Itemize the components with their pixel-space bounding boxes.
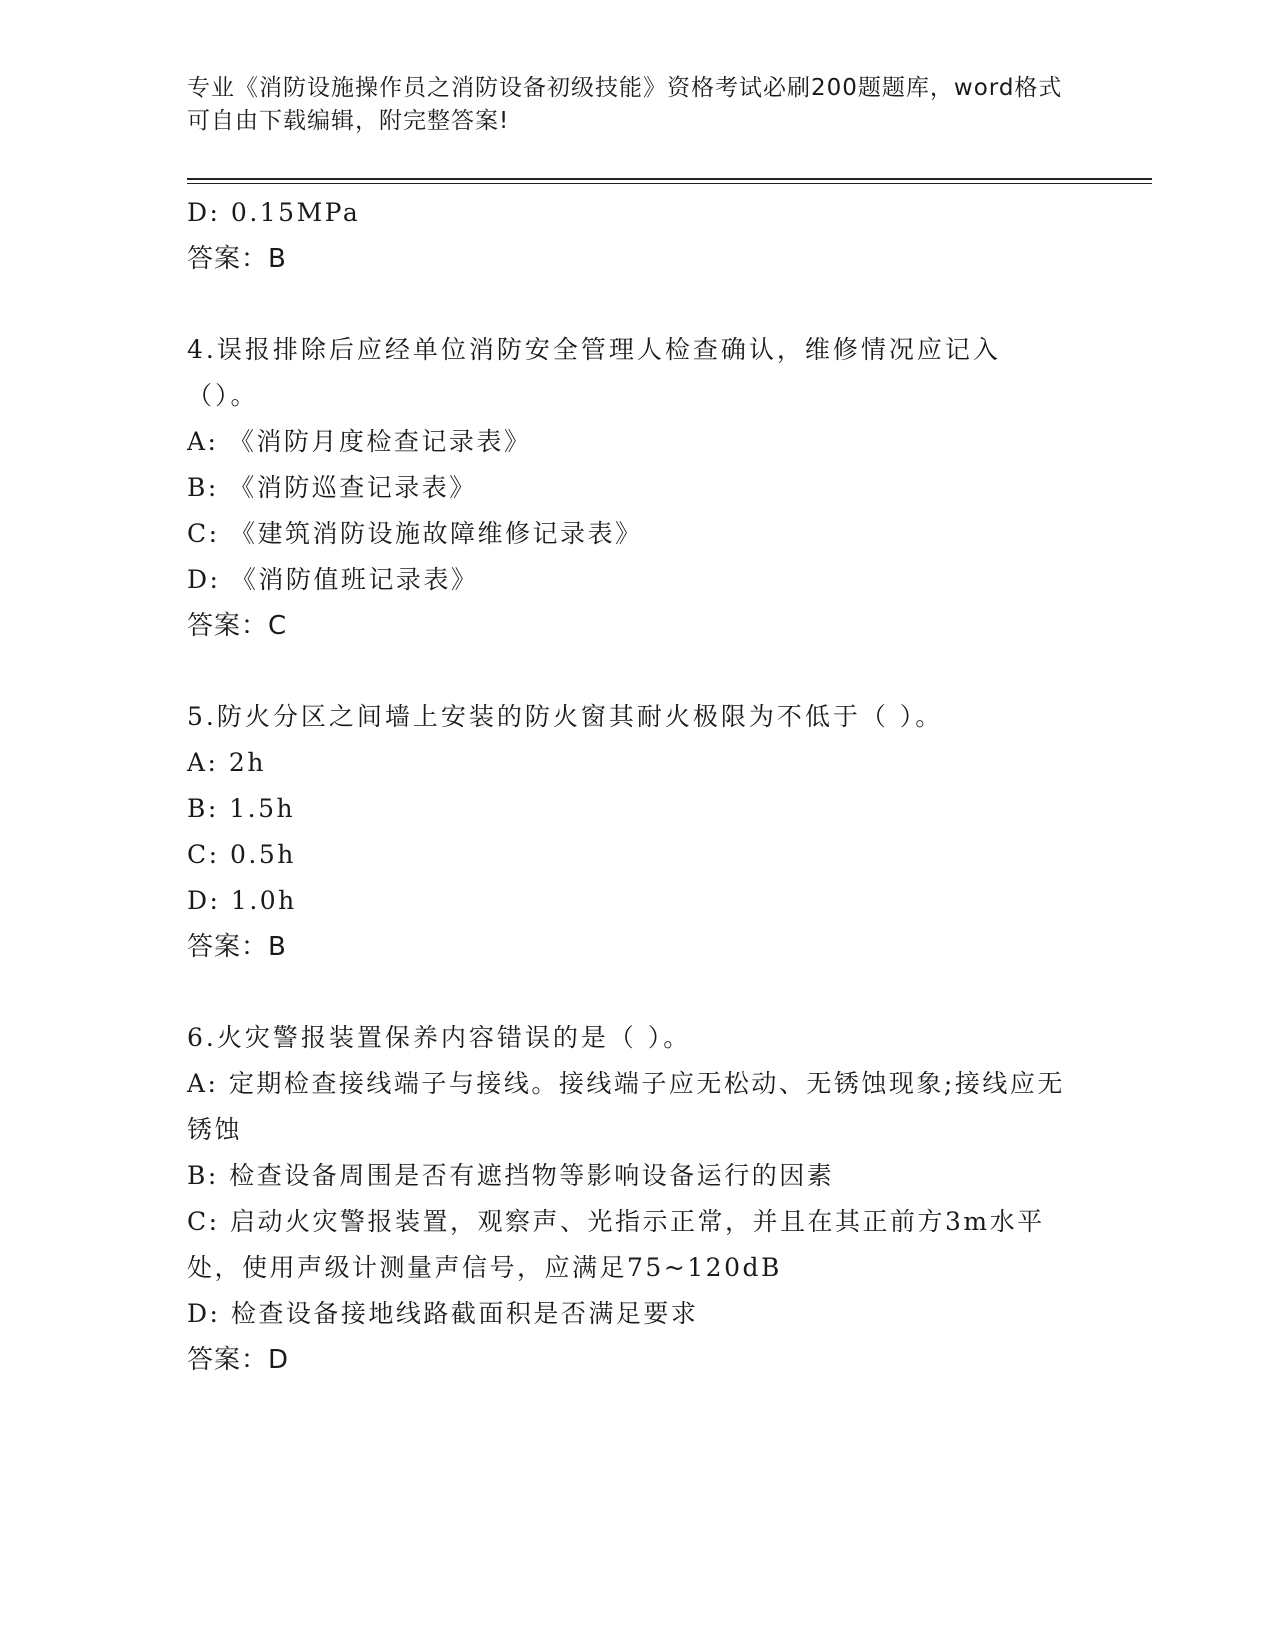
option-a: A: 《消防月度检查记录表》 xyxy=(187,427,532,456)
option-a: A: 2h xyxy=(187,748,266,777)
header-divider-thin xyxy=(187,183,1152,184)
option-c: C: 《建筑消防设施故障维修记录表》 xyxy=(187,519,643,548)
answer: 答案：B xyxy=(187,932,287,962)
option-b: B: 《消防巡查记录表》 xyxy=(187,473,477,502)
question-6 xyxy=(187,1015,1067,1383)
option-b: B: 检查设备周围是否有遮挡物等影响设备运行的因素 xyxy=(187,1161,835,1190)
question-4 xyxy=(187,327,1067,649)
document-header: 专业《消防设施操作员之消防设备初级技能》资格考试必刷200题题库，word格式可自由下载编辑，附完整答案! xyxy=(187,75,1063,134)
prev-option-d: D: 0.15MPa xyxy=(187,198,361,227)
option-b: B: 1.5h xyxy=(187,794,296,823)
option-d: D: 检查设备接地线路截面积是否满足要求 xyxy=(187,1299,699,1328)
question-title: 6.火灾警报装置保养内容错误的是（ ）。 xyxy=(187,1023,692,1052)
option-c: C: 启动火灾警报装置，观察声、光指示正常，并且在其正前方3m水平处，使用声级计测量声信号，应满足75~120dB xyxy=(187,1207,1045,1282)
question-title: 5.防火分区之间墙上安装的防火窗其耐火极限为不低于（ ）。 xyxy=(187,702,944,731)
header-divider-thick xyxy=(187,178,1152,180)
question-5 xyxy=(187,694,1067,970)
answer: 答案：D xyxy=(187,1345,290,1375)
question-title: 4.误报排除后应经单位消防安全管理人检查确认，维修情况应记入（）。 xyxy=(187,335,1001,410)
option-d: D: 1.0h xyxy=(187,886,297,915)
answer: 答案：C xyxy=(187,611,288,641)
document-body xyxy=(187,190,1067,1383)
option-d: D: 《消防值班记录表》 xyxy=(187,565,479,594)
prev-answer: 答案：B xyxy=(187,244,287,274)
option-c: C: 0.5h xyxy=(187,840,296,869)
option-a: A: 定期检查接线端子与接线。接线端子应无松动、无锈蚀现象;接线应无锈蚀 xyxy=(187,1069,1065,1144)
